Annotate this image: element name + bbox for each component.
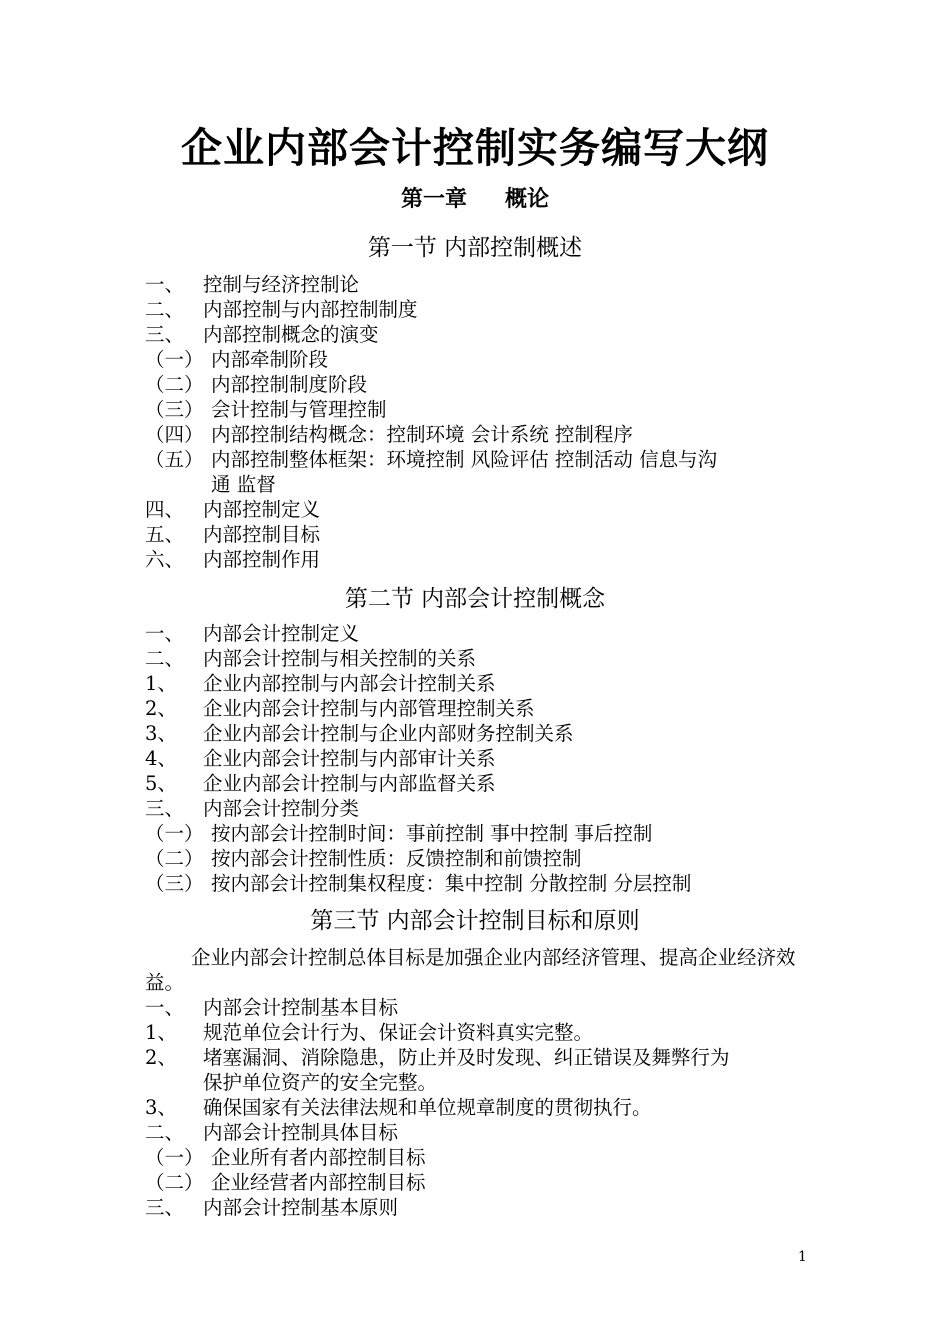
- list-item-continuation: 通 监督: [211, 473, 276, 496]
- chapter-heading: [0, 185, 950, 215]
- list-item: 2、 堵塞漏洞、消除隐患，防止并及时发现、纠正错误及舞弊行为: [145, 1046, 730, 1069]
- list-item: 一、 控制与经济控制论: [145, 273, 360, 296]
- list-item: 2、 企业内部会计控制与内部管理控制关系: [145, 697, 535, 720]
- list-item: 4、 企业内部会计控制与内部审计关系: [145, 747, 496, 770]
- section-3-heading: 第三节 内部会计控制目标和原则: [310, 908, 640, 934]
- list-item: 1、 规范单位会计行为、保证会计资料真实完整。: [145, 1021, 594, 1044]
- chapter-number: 第一章: [400, 187, 467, 212]
- page-number: 1: [798, 1249, 807, 1265]
- list-item: （二） 按内部会计控制性质：反馈控制和前馈控制: [145, 847, 582, 870]
- list-item: （四） 内部控制结构概念：控制环境 会计系统 控制程序: [145, 423, 633, 446]
- list-item: 三、 内部会计控制分类: [145, 797, 360, 820]
- list-item: 1、 企业内部控制与内部会计控制关系: [145, 672, 496, 695]
- list-item: 一、 内部会计控制基本目标: [145, 996, 399, 1019]
- list-item: （二） 内部控制制度阶段: [145, 373, 368, 396]
- list-item: （五） 内部控制整体框架：环境控制 风险评估 控制活动 信息与沟: [145, 448, 718, 471]
- document-title: 企业内部会计控制实务编写大纲: [181, 124, 769, 172]
- list-item: （一） 企业所有者内部控制目标: [145, 1146, 426, 1169]
- list-item: 5、 企业内部会计控制与内部监督关系: [145, 772, 496, 795]
- list-item: 四、 内部控制定义: [145, 498, 321, 521]
- list-item: 一、 内部会计控制定义: [145, 622, 360, 645]
- list-item: 3、 企业内部会计控制与企业内部财务控制关系: [145, 722, 574, 745]
- list-item-continuation: 保护单位资产的安全完整。: [203, 1071, 438, 1094]
- list-item: （二） 企业经营者内部控制目标: [145, 1171, 426, 1194]
- section-3-intro: 企业内部会计控制总体目标是加强企业内部经济管理、提高企业经济效益。: [145, 946, 796, 994]
- list-item: 六、 内部控制作用: [145, 548, 321, 571]
- list-item: 五、 内部控制目标: [145, 523, 321, 546]
- section-2-heading: 第二节 内部会计控制概念: [344, 586, 606, 612]
- list-item: 二、 内部会计控制具体目标: [145, 1121, 399, 1144]
- list-item: 三、 内部控制概念的演变: [145, 323, 379, 346]
- list-item: 二、 内部会计控制与相关控制的关系: [145, 647, 477, 670]
- list-item: （一） 内部牵制阶段: [145, 348, 329, 371]
- list-item: （三） 会计控制与管理控制: [145, 398, 387, 421]
- list-item: （三） 按内部会计控制集权程度：集中控制 分散控制 分层控制: [145, 872, 692, 895]
- list-item: 3、 确保国家有关法律法规和单位规章制度的贯彻执行。: [145, 1096, 652, 1119]
- section-1-heading: 第一节 内部控制概述: [367, 235, 583, 261]
- list-item: 二、 内部控制与内部控制制度: [145, 298, 418, 321]
- list-item: （一） 按内部会计控制时间：事前控制 事中控制 事后控制: [145, 822, 653, 845]
- chapter-name: 概论: [505, 187, 550, 212]
- list-item: 三、 内部会计控制基本原则: [145, 1196, 399, 1219]
